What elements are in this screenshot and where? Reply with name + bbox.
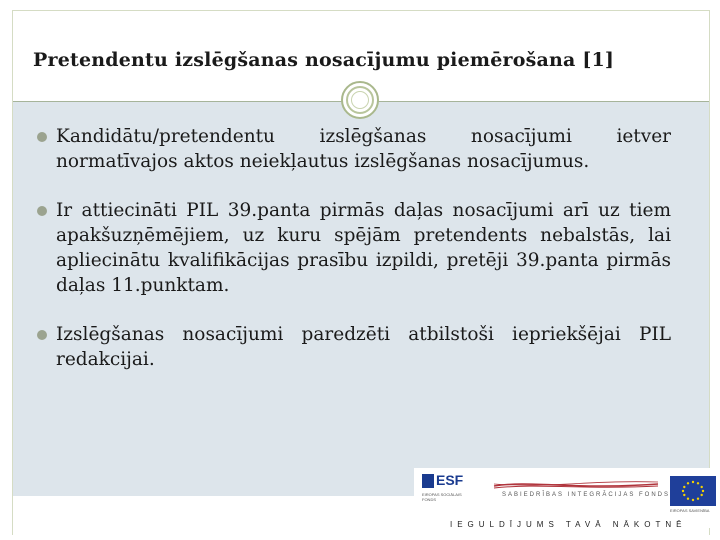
slide-frame — [12, 10, 710, 535]
eu-flag-icon — [670, 476, 716, 506]
eu-mark-icon — [422, 474, 434, 488]
ring-ornament-icon — [341, 81, 379, 119]
circle-bullet-icon — [37, 330, 47, 340]
slide-title: Pretendentu izslēgšanas nosacījumu piemērošana [1] — [33, 49, 615, 71]
circle-bullet-icon — [37, 132, 47, 142]
bullet-list — [35, 124, 671, 396]
eu-logo-text: EIROPAS SAVIENĪBA — [670, 508, 710, 513]
eu-logo — [670, 476, 716, 516]
bullet-text: Kandidātu/pretendentu izslēgšanas nosacījumi ietver normatīvajos aktos neiekļautus izslēgšanas nosacījumus. — [56, 126, 671, 172]
circle-bullet-icon — [37, 206, 47, 216]
esf-logo-subtext: EIROPAS SOCIĀLAIS FONDS — [422, 492, 462, 502]
sif-logo — [492, 476, 671, 506]
esf-logo — [422, 474, 476, 510]
swoosh-icon — [492, 480, 660, 490]
bullet-item — [35, 124, 671, 174]
funding-tagline: IEGULDĪJUMS TAVĀ NĀKOTNĒ — [450, 520, 687, 529]
sif-logo-text: SABIEDRĪBAS INTEGRĀCIJAS FONDS — [502, 492, 671, 498]
esf-logo-text: ESF — [436, 472, 464, 488]
bullet-text: Ir attiecināti PIL 39.panta pirmās daļas nosacījumi arī uz tiem apakšuzņēmējiem, uz kuru spējām pretendents nebalstās, lai apliecinātu kvalifikācijas prasību izpildi, pretēji 39.panta pirmās daļas 11.punktam. — [56, 200, 671, 296]
bullet-item — [35, 198, 671, 298]
funding-logos — [414, 468, 714, 528]
bullet-item — [35, 322, 671, 372]
bullet-text: Izslēgšanas nosacījumi paredzēti atbilstoši iepriekšējai PIL redakcijai. — [56, 324, 671, 370]
